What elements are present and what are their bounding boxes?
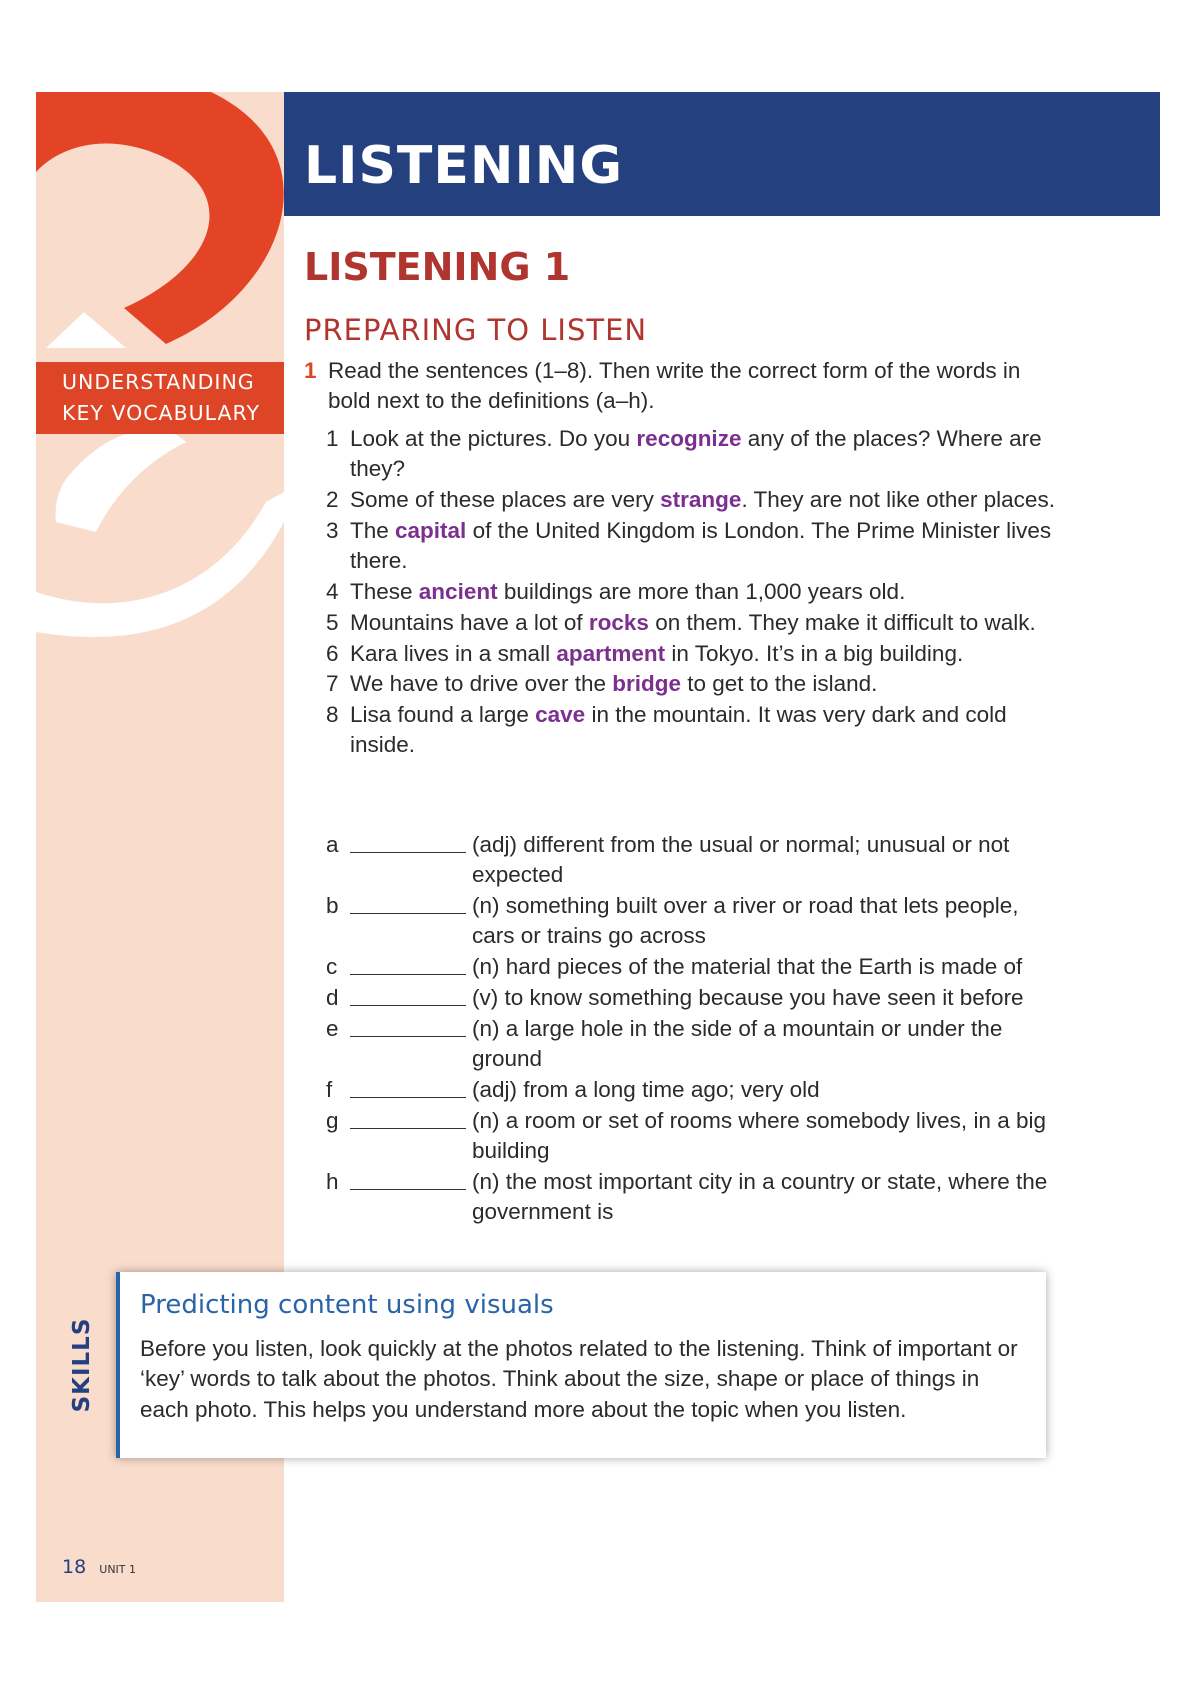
sentence-item (326, 424, 1066, 485)
page-title: LISTENING (304, 136, 623, 196)
skills-title: Predicting content using visuals (140, 1290, 554, 1320)
exercise-instruction (304, 356, 1064, 417)
sentence-keyword: apartment (556, 640, 666, 666)
definition-text: (v) to know something because you have seen it before (472, 984, 1024, 1010)
answer-blank[interactable] (350, 1036, 466, 1037)
definition-item (326, 1167, 1066, 1228)
definition-item (326, 830, 1066, 891)
sentence-number: 1 (326, 426, 339, 451)
sentence-text-before: The (350, 517, 396, 543)
skills-box (69, 1272, 1046, 1458)
sentence-keyword: capital (395, 517, 467, 543)
sentence-text-before: Some of these places are very (350, 487, 661, 513)
definition-letter: e (326, 1015, 339, 1041)
sentence-text-before: Look at the pictures. Do you (350, 426, 637, 451)
definition-letter: d (326, 984, 339, 1010)
answer-blank[interactable] (350, 1097, 466, 1098)
section-title: LISTENING 1 (304, 245, 571, 289)
definition-item (326, 1075, 1066, 1105)
answer-blank[interactable] (350, 1005, 466, 1006)
definition-text: (n) something built over a river or road that lets people, cars or trains go across (472, 893, 1019, 949)
definition-text: (adj) from a long time ago; very old (472, 1076, 820, 1102)
sentence-text-after: on them. They make it difficult to walk. (648, 609, 1036, 635)
answer-blank[interactable] (350, 974, 466, 975)
sentence-item (326, 700, 1066, 761)
sentence-item (326, 669, 1066, 699)
sentence-text-after: of the United Kingdom is London. The Prime Minister lives there. (350, 517, 1052, 574)
definition-letter: b (326, 893, 339, 919)
definition-item (326, 952, 1066, 982)
sentence-item (326, 608, 1066, 638)
sentence-keyword: cave (535, 702, 586, 728)
exercise-number: 1 (304, 358, 317, 383)
sentence-text-after: to get to the island. (681, 671, 878, 697)
answer-blank[interactable] (350, 913, 466, 914)
sentence-keyword: ancient (418, 578, 498, 604)
sentence-text-before: Mountains have a lot of (350, 609, 589, 635)
sentence-number: 2 (326, 487, 339, 513)
answer-blank[interactable] (350, 1189, 466, 1190)
sentence-keyword: bridge (612, 671, 681, 697)
sentence-text-after: buildings are more than 1,000 years old. (497, 578, 906, 604)
sentence-text-before: We have to drive over the (350, 671, 613, 697)
definition-text: (n) a large hole in the side of a mountain or under the ground (472, 1015, 1003, 1072)
vocab-tag-line2: KEY VOCABULARY (62, 401, 261, 425)
sentence-number: 5 (326, 609, 339, 635)
answer-blank[interactable] (350, 1128, 466, 1129)
definition-item (326, 983, 1066, 1013)
sentence-number: 8 (326, 702, 339, 728)
sentence-keyword: strange (660, 487, 742, 513)
sentence-item (326, 485, 1066, 515)
sentence-text-before: Lisa found a large (350, 702, 536, 728)
sentence-text-after: in Tokyo. It’s in a big building. (665, 640, 964, 666)
sentence-text-before: Kara lives in a small (350, 640, 557, 666)
unit-label: UNIT 1 (99, 1563, 137, 1576)
definition-letter: g (326, 1107, 339, 1133)
sentence-item (326, 639, 1066, 669)
answer-blank[interactable] (350, 852, 466, 853)
vocab-tag-line1: UNDERSTANDING (62, 370, 255, 394)
sentence-keyword: recognize (636, 426, 742, 451)
sentence-text-after: . They are not like other places. (741, 487, 1055, 513)
definition-list (326, 830, 1066, 1228)
sentence-keyword: rocks (588, 609, 649, 635)
sentence-list (326, 424, 1066, 761)
definition-letter: h (326, 1168, 339, 1194)
definition-item (326, 1106, 1066, 1167)
page-footer (62, 1556, 136, 1578)
definition-text: (n) the most important city in a country or state, where the government is (472, 1168, 1048, 1225)
page-number: 18 (62, 1556, 87, 1578)
definition-letter: f (326, 1076, 333, 1102)
skills-text: Before you listen, look quickly at the photos related to the listening. Think of important or ‘key’ words to talk about the photos. Think about the size, shape or place of things in each photo. This helps you understand more about the topic when you listen. (140, 1336, 1018, 1422)
understanding-key-vocabulary-tag (36, 362, 284, 434)
sentence-item (326, 516, 1066, 577)
definition-text: (n) hard pieces of the material that the Earth is made of (472, 954, 1023, 980)
skills-label: SKILLS (69, 1317, 95, 1413)
definition-item (326, 891, 1066, 952)
sentence-text-after: any of the places? Where are they? (350, 426, 1042, 482)
sentence-number: 4 (326, 578, 339, 604)
definition-letter: c (326, 954, 338, 980)
sentence-number: 3 (326, 517, 339, 543)
sentence-number: 7 (326, 671, 339, 697)
definition-text: (adj) different from the usual or normal; unusual or not expected (472, 832, 1010, 888)
definition-text: (n) a room or set of rooms where somebody lives, in a big building (472, 1107, 1046, 1163)
sentence-text-before: These (350, 578, 419, 604)
sentence-text-after: in the mountain. It was very dark and cold inside. (350, 702, 1007, 758)
definition-letter: a (326, 832, 339, 857)
subsection-title: PREPARING TO LISTEN (304, 313, 648, 347)
definition-item (326, 1014, 1066, 1075)
sentence-item (326, 577, 1066, 607)
sentence-number: 6 (326, 640, 339, 666)
instruction-text: Read the sentences (1–8). Then write the correct form of the words in bold next to the definitions (a–h). (328, 358, 1021, 414)
